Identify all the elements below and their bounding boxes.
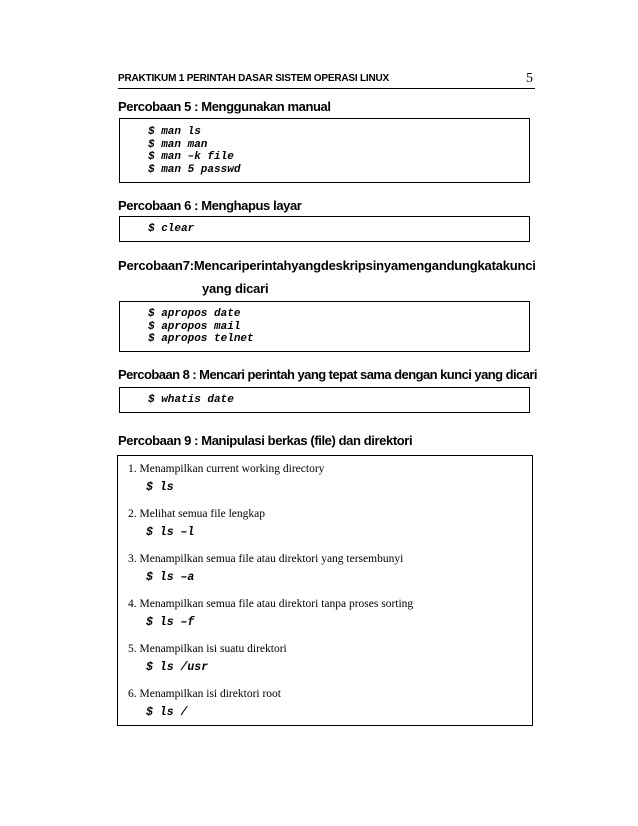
step-description: 4. Menampilkan semua file atau direktori tanpa proses sorting <box>128 598 414 610</box>
heading-word: deskripsinya <box>320 258 398 273</box>
heading-word: perintah <box>241 258 292 273</box>
step-command: $ ls / <box>146 706 188 719</box>
heading-word: kata <box>477 258 503 273</box>
step-description: 5. Menampilkan isi suatu direktori <box>128 643 287 655</box>
list-item <box>128 643 287 674</box>
heading-percobaan-6: Percobaan 6 : Menghapus layar <box>118 198 302 213</box>
heading-percobaan-8: Percobaan 8 : Mencari perintah yang tepat sama dengan kunci yang dicari <box>118 367 537 382</box>
heading-word: mengandung <box>397 258 478 273</box>
heading-word: 7 <box>182 258 190 273</box>
command-line: $ whatis date <box>148 394 234 406</box>
heading-percobaan-5: Percobaan 5 : Menggunakan manual <box>118 99 331 114</box>
heading-line-2: yang dicari <box>202 281 269 296</box>
step-command: $ ls <box>146 481 174 494</box>
list-item <box>128 598 413 629</box>
command-box-percobaan-8 <box>119 387 530 413</box>
command-line: $ man 5 passwd <box>148 163 241 176</box>
heading-word: Percobaan <box>118 258 183 273</box>
command-box-percobaan-6 <box>119 216 530 242</box>
list-item <box>128 463 324 494</box>
step-description: 2. Melihat semua file lengkap <box>128 508 266 520</box>
heading-word: yang <box>291 258 321 273</box>
command-line: $ man ls <box>148 126 201 138</box>
heading-line-1 <box>118 258 535 273</box>
list-item <box>128 553 403 584</box>
list-item <box>128 508 265 539</box>
step-command: $ ls /usr <box>146 661 209 674</box>
step-description: 1. Menampilkan current working directory <box>128 463 325 475</box>
command-line: $ apropos telnet <box>148 333 254 345</box>
step-command: $ ls –l <box>146 526 195 539</box>
step-command: $ ls –f <box>146 616 195 629</box>
steps-box-percobaan-9 <box>117 455 533 726</box>
heading-word: kunci <box>502 258 536 273</box>
command-box-percobaan-7 <box>119 301 530 352</box>
heading-word: : <box>189 258 194 273</box>
heading-percobaan-9: Percobaan 9 : Manipulasi berkas (file) dan direktori <box>118 433 413 448</box>
command-line: $ man –k file <box>148 151 234 163</box>
command-line: $ apropos date <box>148 308 241 320</box>
step-description: 3. Menampilkan semua file atau direktori yang tersembunyi <box>128 553 404 565</box>
heading-percobaan-7 <box>118 258 535 296</box>
page-header <box>118 71 535 89</box>
command-line: $ clear <box>148 223 195 235</box>
step-description: 6. Menampilkan isi direktori root <box>128 688 281 700</box>
command-line: $ apropos mail <box>148 320 241 333</box>
step-command: $ ls –a <box>146 571 195 584</box>
command-box-percobaan-5 <box>119 118 530 183</box>
list-item <box>128 688 281 719</box>
header-title: PRAKTIKUM 1 PERINTAH DASAR SISTEM OPERASI LINUX <box>118 73 389 84</box>
heading-word: Mencari <box>193 258 242 273</box>
command-line: $ man man <box>148 138 208 151</box>
page-number: 5 <box>526 71 533 86</box>
